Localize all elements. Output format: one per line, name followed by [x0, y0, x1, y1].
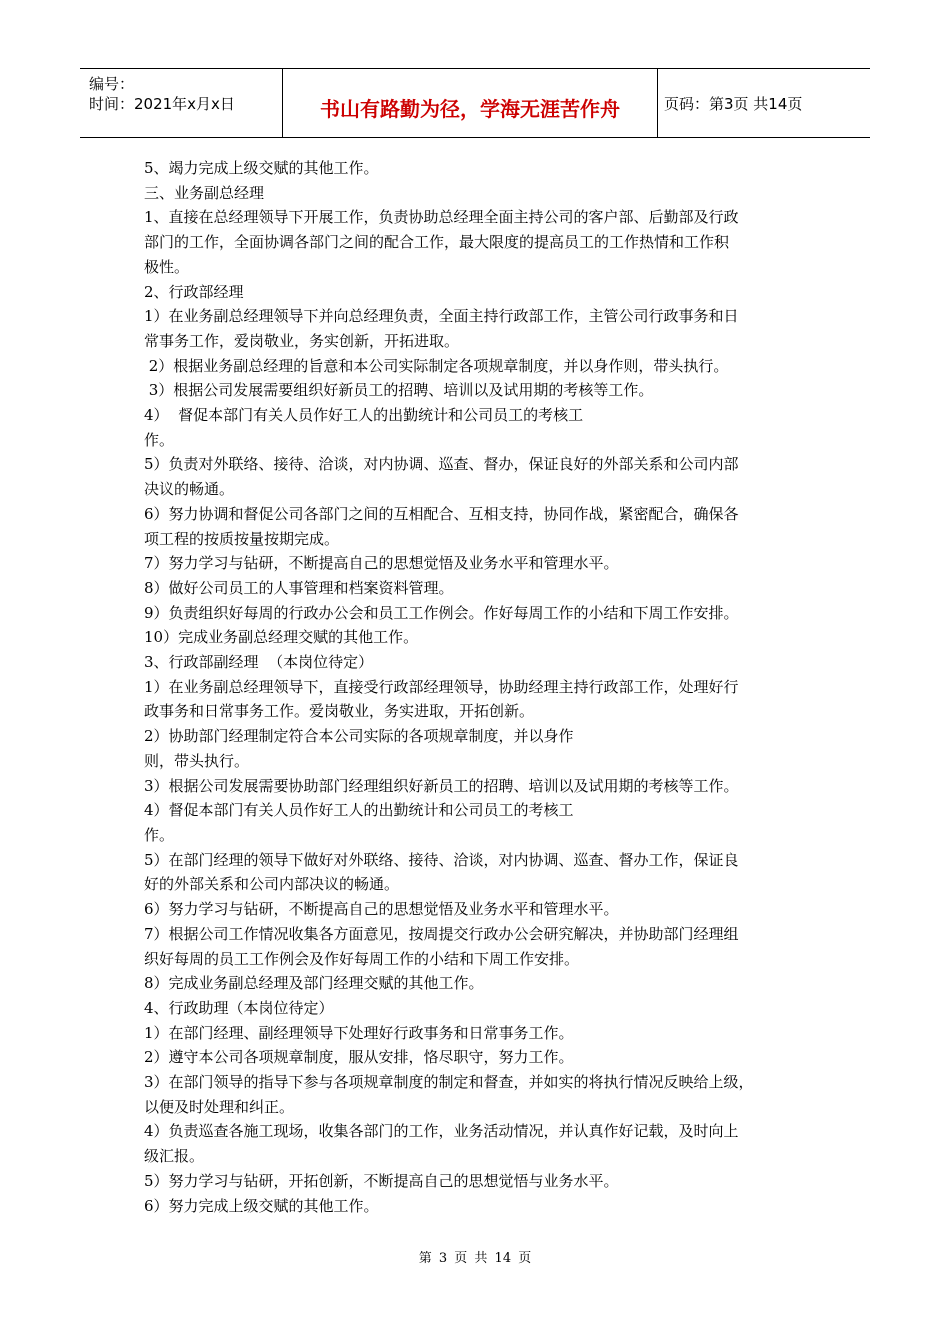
body-line: 8）完成业务副总经理及部门经理交赋的其他工作。	[144, 974, 484, 993]
body-line: 1）在部门经理、副经理领导下处理好行政事务和日常事务工作。	[144, 1023, 574, 1042]
body-line: 3）在部门领导的指导下参与各项规章制度的制定和督查，并如实的将执行情况反映给上级，	[144, 1073, 754, 1092]
body-line: 作。	[144, 825, 175, 844]
body-line: 1、直接在总经理领导下开展工作，负责协助总经理全面主持公司的客户部、后勤部及行政	[144, 208, 739, 227]
body-line: 7）努力学习与钻研，不断提高自己的思想觉悟及业务水平和管理水平。	[144, 554, 619, 573]
body-line: 2）协助部门经理制定符合本公司实际的各项规章制度，并以身作	[144, 727, 574, 746]
header-page-number: 页码：第3页 共14页	[664, 95, 803, 113]
body-line: 作。	[144, 430, 175, 449]
body-line: 好的外部关系和公司内部决议的畅通。	[144, 875, 400, 894]
body-line: 以便及时处理和纠正。	[144, 1097, 295, 1116]
body-line: 7）根据公司工作情况收集各方面意见，按周提交行政办公会研究解决，并协助部门经理组	[144, 924, 739, 943]
body-line: 4）负责巡查各施工现场，收集各部门的工作，业务活动情况，并认真作好记载，及时向上	[144, 1122, 739, 1141]
body-line: 6）努力完成上级交赋的其他工作。	[144, 1196, 379, 1215]
body-line: 常事务工作，爱岗敬业，务实创新，开拓进取。	[144, 331, 460, 350]
body-line: 部门的工作，全面协调各部门之间的配合工作，最大限度的提高员工的工作热情和工作积	[144, 233, 730, 252]
body-line: 3）根据公司发展需要组织好新员工的招聘、培训以及试用期的考核等工作。	[144, 381, 654, 400]
document-number-label: 编号：	[89, 75, 135, 93]
document-time-label: 时间：2021年x月x日	[89, 95, 235, 113]
body-line: 2）根据业务副总经理的旨意和本公司实际制定各项规章制度，并以身作则，带头执行。	[144, 356, 729, 375]
header-meta-cell	[80, 69, 283, 137]
document-body	[144, 156, 812, 1218]
header-motto: 书山有路勤为径，学海无涯苦作舟	[320, 97, 620, 121]
page-header	[80, 68, 870, 138]
body-line: 3）根据公司发展需要协助部门经理组织好新员工的招聘、培训以及试用期的考核等工作。	[144, 776, 739, 795]
body-line: 1）在业务副总经理领导下并向总经理负责，全面主持行政部工作，主管公司行政事务和日	[144, 307, 739, 326]
body-line: 1）在业务副总经理领导下，直接受行政部经理领导，协助经理主持行政部工作，处理好行	[144, 677, 739, 696]
body-line: 极性。	[144, 257, 190, 276]
body-line: 5）负责对外联络、接待、洽谈，对内协调、巡查、督办，保证良好的外部关系和公司内部	[144, 455, 739, 474]
body-line: 5、竭力完成上级交赋的其他工作。	[144, 159, 379, 177]
header-page-cell	[658, 69, 870, 137]
body-line: 三、业务副总经理	[144, 183, 265, 202]
page-footer: 第 3 页 共 14 页	[418, 1251, 532, 1266]
header-motto-cell	[283, 69, 658, 137]
body-line: 5）努力学习与钻研，开拓创新，不断提高自己的思想觉悟与业务水平。	[144, 1171, 619, 1190]
body-line: 8）做好公司员工的人事管理和档案资料管理。	[144, 578, 454, 597]
body-line: 则，带头执行。	[144, 751, 250, 770]
body-line: 2）遵守本公司各项规章制度，服从安排，恪尽职守，努力工作。	[144, 1048, 574, 1067]
body-line: 4） 督促本部门有关人员作好工人的出勤统计和公司员工的考核工	[144, 406, 584, 425]
body-line: 政事务和日常事务工作。爱岗敬业，务实进取，开拓创新。	[144, 702, 535, 721]
body-line: 级汇报。	[144, 1147, 205, 1166]
body-line: 项工程的按质按量按期完成。	[144, 529, 340, 548]
body-line: 2、行政部经理	[144, 282, 244, 301]
body-line: 4）督促本部门有关人员作好工人的出勤统计和公司员工的考核工	[144, 801, 574, 820]
body-line: 织好每周的员工工作例会及作好每周工作的小结和下周工作安排。	[144, 949, 580, 968]
body-line: 5）在部门经理的领导下做好对外联络、接待、洽谈，对内协调、巡查、督办工作，保证良	[144, 850, 739, 869]
body-line: 9）负责组织好每周的行政办公会和员工工作例会。作好每周工作的小结和下周工作安排。	[144, 603, 739, 622]
body-line: 6）努力学习与钻研，不断提高自己的思想觉悟及业务水平和管理水平。	[144, 900, 619, 919]
body-line: 决议的畅通。	[144, 480, 235, 499]
body-line: 4、行政助理（本岗位待定）	[144, 998, 334, 1017]
body-line: 6）努力协调和督促公司各部门之间的互相配合、互相支持，协同作战，紧密配合，确保各	[144, 504, 739, 523]
body-line: 10）完成业务副总经理交赋的其他工作。	[144, 628, 419, 647]
body-line: 3、行政部副经理 （本岗位待定）	[144, 653, 374, 672]
